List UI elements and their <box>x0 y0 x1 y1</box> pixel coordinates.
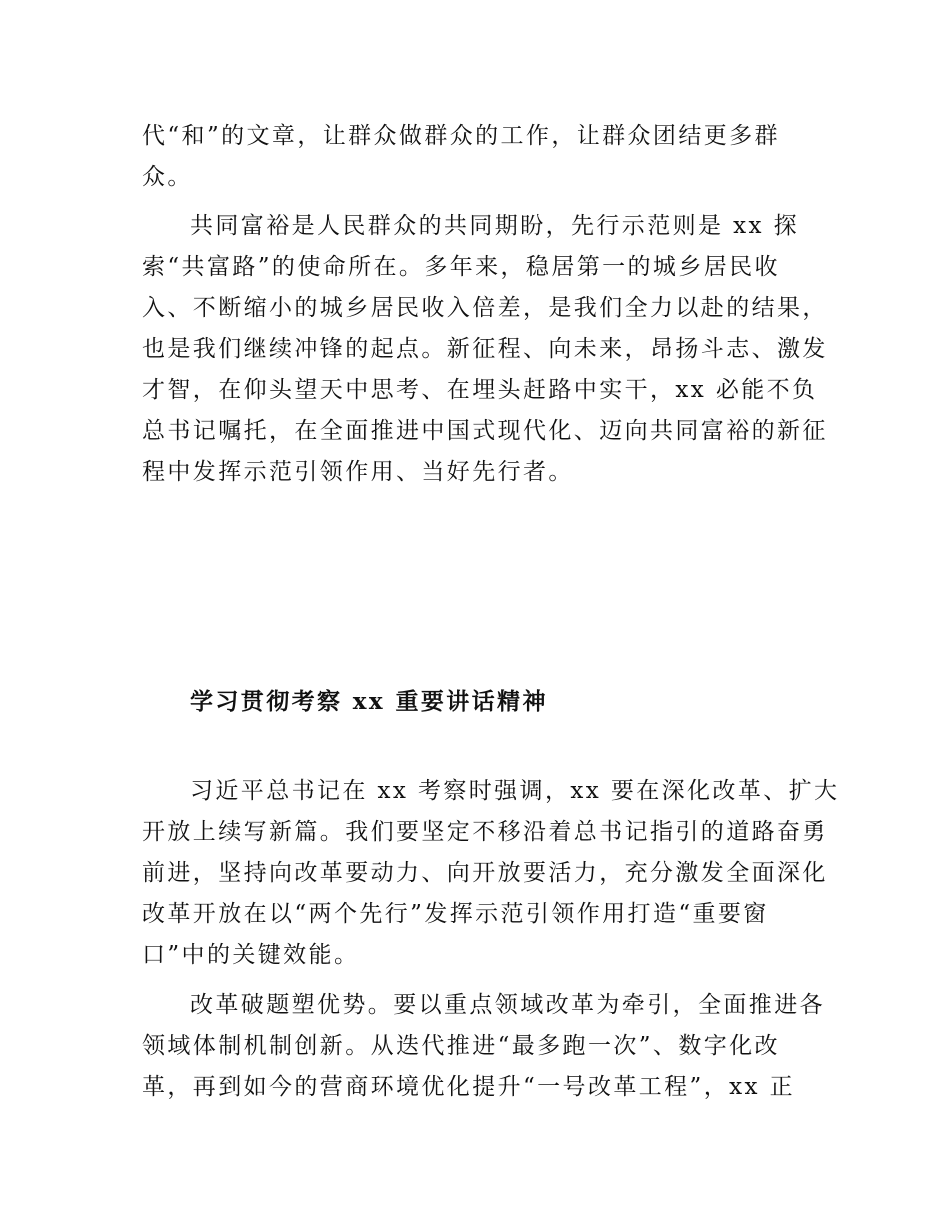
paragraph-line: 开放上续写新篇。我们要坚定不移沿着总书记指引的道路奋勇 <box>142 819 828 845</box>
paragraph-line: 改革开放在以“两个先行”发挥示范引领作用打造“重要窗 <box>142 901 769 927</box>
paragraph-line: 领域体制机制创新。从迭代推进“最多跑一次”、数字化改 <box>142 1033 780 1059</box>
paragraph-line: 程中发挥示范引领作用、当好先行者。 <box>142 459 574 485</box>
paragraph-line: 代“和”的文章，让群众做群众的工作，让群众团结更多群 <box>142 123 780 149</box>
paragraph-line: 总书记嘱托，在全面推进中国式现代化、迈向共同富裕的新征 <box>142 418 828 444</box>
paragraph-line: 众。 <box>142 164 193 190</box>
paragraph-line: 前进，坚持向改革要动力、向开放要活力，充分激发全面深化 <box>142 860 828 886</box>
paragraph-line: 改革破题塑优势。要以重点领域改革为牵引，全面推进各 <box>190 992 825 1018</box>
paragraph-line: 共同富裕是人民群众的共同期盼，先行示范则是 xx 探 <box>190 213 799 239</box>
paragraph-3 <box>142 771 840 976</box>
paragraph-line: 革，再到如今的营商环境优化提升“一号改革工程”，xx 正 <box>142 1074 795 1100</box>
paragraph-2 <box>142 206 828 493</box>
paragraph-4 <box>142 985 825 1108</box>
paragraph-line: 入、不断缩小的城乡居民收入倍差，是我们全力以赴的结果， <box>142 295 828 321</box>
paragraph-1 <box>142 116 822 198</box>
paragraph-line: 也是我们继续冲锋的起点。新征程、向未来，昂扬斗志、激发 <box>142 336 828 362</box>
paragraph-line: 习近平总书记在 xx 考察时强调，xx 要在深化改革、扩大 <box>190 778 840 804</box>
paragraph-line: 才智，在仰头望天中思考、在埋头赶路中实干，xx 必能不负 <box>142 377 818 403</box>
paragraph-line: 口”中的关键效能。 <box>142 942 360 968</box>
paragraph-line: 索“共富路”的使命所在。多年来，稳居第一的城乡居民收 <box>142 254 780 280</box>
section-title: 学习贯彻考察 xx 重要讲话精神 <box>190 688 548 715</box>
